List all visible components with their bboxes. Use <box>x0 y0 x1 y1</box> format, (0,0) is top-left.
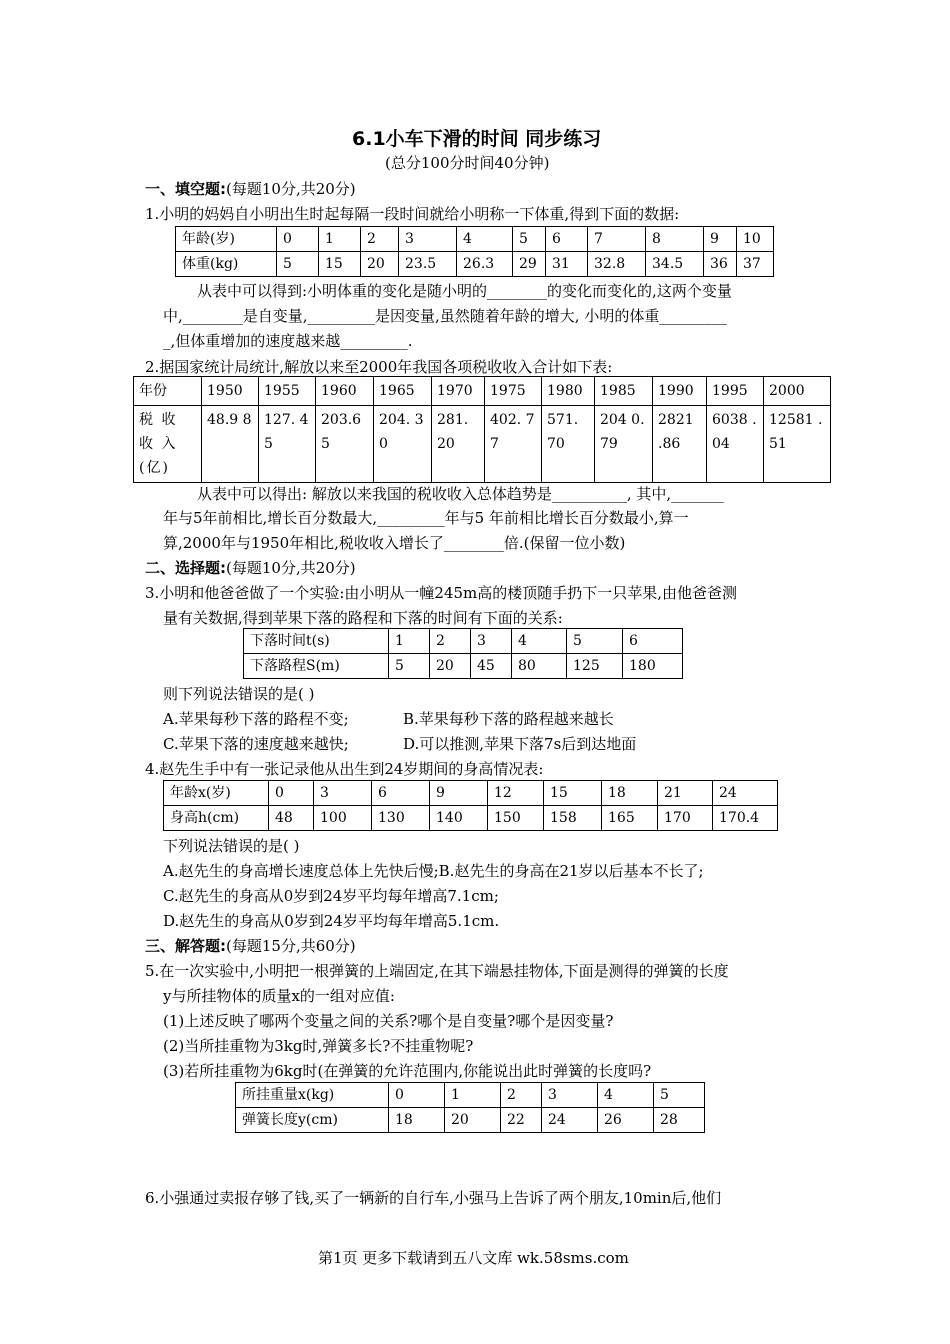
q1-row-label: 体重(kg) <box>176 252 277 277</box>
q2-line-3: 算,2000年与1950年相比,税收收入增长了________倍.(保留一位小数) <box>163 534 626 552</box>
table-cell: 2 <box>430 629 471 654</box>
section-1-title: 一、填空题: <box>145 180 226 198</box>
table-row <box>134 406 831 483</box>
table-cell: 1990 <box>653 377 707 406</box>
table-cell: 3 <box>542 1083 598 1108</box>
table-cell: 45 <box>471 654 512 679</box>
table-cell: 21 <box>658 781 713 806</box>
table-cell: 23.5 <box>399 252 457 277</box>
table-cell: 10 <box>737 227 774 252</box>
q4-option-d: D.赵先生的身高从0岁到24岁平均每年增高5.1cm. <box>163 912 500 930</box>
table-cell: 15 <box>544 781 602 806</box>
table-cell: 170.4 <box>713 806 778 831</box>
table-row <box>176 252 774 277</box>
table-cell: 20 <box>361 252 399 277</box>
table-cell: 8 <box>646 227 704 252</box>
table-cell: 1 <box>319 227 361 252</box>
q1-head-label: 年龄(岁) <box>176 227 277 252</box>
table-cell: 24 <box>542 1108 598 1133</box>
q1-line-3: _,但体重增加的速度越来越_________. <box>163 332 413 350</box>
table-cell: 3 <box>314 781 372 806</box>
table-cell: 3 <box>399 227 457 252</box>
section-1-heading <box>145 178 356 199</box>
table-cell: 48 <box>269 806 314 831</box>
table-cell: 32.8 <box>588 252 646 277</box>
table-cell: 281. 20 <box>432 406 485 483</box>
table-cell: 1980 <box>542 377 595 406</box>
table-cell: 12581 .51 <box>764 406 831 483</box>
table-row <box>164 806 778 831</box>
q4-option-c: C.赵先生的身高从0岁到24岁平均每年增高7.1cm; <box>163 887 499 905</box>
q5-stem-1: 5.在一次实验中,小明把一根弹簧的上端固定,在其下端悬挂物体,下面是测得的弹簧的长度 <box>145 962 729 980</box>
section-1-note: (每题10分,共20分) <box>226 180 356 198</box>
section-3-heading <box>145 935 356 956</box>
q1-line-2: 中,________是自变量,_________是因变量,虽然随着年龄的增大, 小明的体重_________ <box>163 307 727 325</box>
table-cell: 1 <box>389 629 430 654</box>
q5-head-label: 所挂重量x(kg) <box>236 1083 389 1108</box>
table-cell: 28 <box>654 1108 705 1133</box>
q5-part-2: (2)当所挂重物为3kg时,弹簧多长?不挂重物呢? <box>163 1037 474 1055</box>
table-cell: 571. 70 <box>542 406 595 483</box>
q2-head-label: 年份 <box>134 377 202 406</box>
table-cell: 1 <box>445 1083 501 1108</box>
q3-table <box>243 628 683 679</box>
q3-stem-2: 量有关数据,得到苹果下落的路程和下落的时间有下面的关系: <box>163 609 563 627</box>
table-cell: 1965 <box>374 377 432 406</box>
table-cell: 5 <box>654 1083 705 1108</box>
table-cell: 140 <box>430 806 488 831</box>
table-cell: 1950 <box>202 377 259 406</box>
table-cell: 22 <box>501 1108 542 1133</box>
table-cell: 2 <box>361 227 399 252</box>
table-cell: 26 <box>598 1108 654 1133</box>
table-cell: 1955 <box>259 377 316 406</box>
table-cell: 2821 .86 <box>653 406 707 483</box>
page-footer: 第1页 更多下载请到五八文库 wk.58sms.com <box>318 1249 629 1267</box>
table-cell: 5 <box>513 227 546 252</box>
table-cell: 9 <box>704 227 737 252</box>
section-3-note: (每题15分,共60分) <box>226 937 356 955</box>
table-cell: 36 <box>704 252 737 277</box>
table-cell: 4 <box>512 629 567 654</box>
table-cell: 0 <box>277 227 319 252</box>
section-2-title: 二、选择题: <box>145 559 226 577</box>
table-cell: 5 <box>567 629 623 654</box>
table-cell: 1985 <box>595 377 653 406</box>
table-cell: 34.5 <box>646 252 704 277</box>
table-cell: 7 <box>588 227 646 252</box>
table-cell: 20 <box>445 1108 501 1133</box>
section-2-note: (每题10分,共20分) <box>226 559 356 577</box>
table-row <box>134 377 831 406</box>
table-cell: 4 <box>457 227 513 252</box>
table-cell: 203.6 5 <box>316 406 374 483</box>
q5-row-label: 弹簧长度y(cm) <box>236 1108 389 1133</box>
q4-stem: 4.赵先生手中有一张记录他从出生到24岁期间的身高情况表: <box>145 760 544 778</box>
q3-ask: 则下列说法错误的是( ) <box>163 685 315 703</box>
table-cell: 5 <box>389 654 430 679</box>
q5-part-3: (3)若所挂重物为6kg时(在弹簧的允许范围内,你能说出此时弹簧的长度吗? <box>163 1062 652 1080</box>
table-row <box>244 629 683 654</box>
table-row <box>236 1108 705 1133</box>
q6-stem: 6.小强通过卖报存够了钱,买了一辆新的自行车,小强马上告诉了两个朋友,10min后,他们 <box>145 1189 722 1207</box>
page-subtitle: (总分100分时间40分钟) <box>385 154 550 172</box>
table-cell: 204 0.79 <box>595 406 653 483</box>
table-cell: 29 <box>513 252 546 277</box>
table-row <box>176 227 774 252</box>
table-cell: 2000 <box>764 377 831 406</box>
q3-option-a: A.苹果每秒下落的路程不变; <box>163 710 349 728</box>
table-cell: 0 <box>389 1083 445 1108</box>
table-cell: 18 <box>389 1108 445 1133</box>
q4-head-label: 年龄x(岁) <box>164 781 269 806</box>
table-cell: 158 <box>544 806 602 831</box>
q2-stem: 2.据国家统计局统计,解放以来至2000年我国各项税收收入合计如下表: <box>145 358 613 376</box>
table-cell: 204. 30 <box>374 406 432 483</box>
q2-row-label: 税 收 收 入 (亿) <box>134 406 202 483</box>
table-cell: 165 <box>602 806 658 831</box>
table-cell: 1960 <box>316 377 374 406</box>
table-cell: 6038 .04 <box>707 406 764 483</box>
table-cell: 170 <box>658 806 713 831</box>
table-cell: 9 <box>430 781 488 806</box>
q3-option-c: C.苹果下落的速度越来越快; <box>163 735 349 753</box>
table-cell: 3 <box>471 629 512 654</box>
section-3-title: 三、解答题: <box>145 937 226 955</box>
q3-row-label: 下落路程S(m) <box>244 654 389 679</box>
table-cell: 180 <box>623 654 683 679</box>
q5-table <box>235 1082 705 1133</box>
table-cell: 4 <box>598 1083 654 1108</box>
table-cell: 20 <box>430 654 471 679</box>
table-cell: 24 <box>713 781 778 806</box>
q1-table <box>175 226 774 277</box>
table-cell: 12 <box>488 781 544 806</box>
table-cell: 100 <box>314 806 372 831</box>
q3-option-b: B.苹果每秒下落的路程越来越长 <box>403 710 614 728</box>
table-cell: 26.3 <box>457 252 513 277</box>
table-cell: 1975 <box>485 377 542 406</box>
q4-ask: 下列说法错误的是( ) <box>163 837 300 855</box>
q4-option-ab: A.赵先生的身高增长速度总体上先快后慢;B.赵先生的身高在21岁以后基本不长了; <box>163 862 704 880</box>
q1-line-1: 从表中可以得到:小明体重的变化是随小明的________的变化而变化的,这两个变量 <box>197 282 732 300</box>
table-cell: 2 <box>501 1083 542 1108</box>
q4-row-label: 身高h(cm) <box>164 806 269 831</box>
table-row <box>236 1083 705 1108</box>
table-cell: 130 <box>372 806 430 831</box>
page-title: 6.1小车下滑的时间 同步练习 <box>352 128 602 150</box>
q3-stem-1: 3.小明和他爸爸做了一个实验:由小明从一幢245m高的楼顶随手扔下一只苹果,由他爸爸测 <box>145 584 737 602</box>
table-cell: 80 <box>512 654 567 679</box>
table-cell: 6 <box>623 629 683 654</box>
q5-part-1: (1)上述反映了哪两个变量之间的关系?哪个是自变量?哪个是因变量? <box>163 1012 614 1030</box>
table-cell: 0 <box>269 781 314 806</box>
q4-table <box>163 780 778 831</box>
table-cell: 37 <box>737 252 774 277</box>
table-cell: 125 <box>567 654 623 679</box>
table-cell: 48.9 8 <box>202 406 259 483</box>
q2-line-1: 从表中可以得出: 解放以来我国的税收收入总体趋势是__________, 其中,_______ <box>197 485 724 503</box>
table-cell: 6 <box>546 227 588 252</box>
q2-table <box>133 376 831 483</box>
table-row <box>244 654 683 679</box>
table-cell: 6 <box>372 781 430 806</box>
table-cell: 127. 45 <box>259 406 316 483</box>
q2-line-2: 年与5年前相比,增长百分数最大,_________年与5 年前相比增长百分数最小,算一 <box>163 509 689 527</box>
q5-stem-2: y与所挂物体的质量x的一组对应值: <box>163 987 395 1005</box>
table-cell: 31 <box>546 252 588 277</box>
q3-option-d: D.可以推测,苹果下落7s后到达地面 <box>403 735 637 753</box>
table-cell: 1995 <box>707 377 764 406</box>
table-cell: 18 <box>602 781 658 806</box>
q3-head-label: 下落时间t(s) <box>244 629 389 654</box>
table-cell: 1970 <box>432 377 485 406</box>
table-cell: 15 <box>319 252 361 277</box>
q1-stem: 1.小明的妈妈自小明出生时起每隔一段时间就给小明称一下体重,得到下面的数据: <box>145 205 680 223</box>
table-cell: 150 <box>488 806 544 831</box>
table-cell: 5 <box>277 252 319 277</box>
table-cell: 402. 77 <box>485 406 542 483</box>
table-row <box>164 781 778 806</box>
section-2-heading <box>145 557 356 578</box>
